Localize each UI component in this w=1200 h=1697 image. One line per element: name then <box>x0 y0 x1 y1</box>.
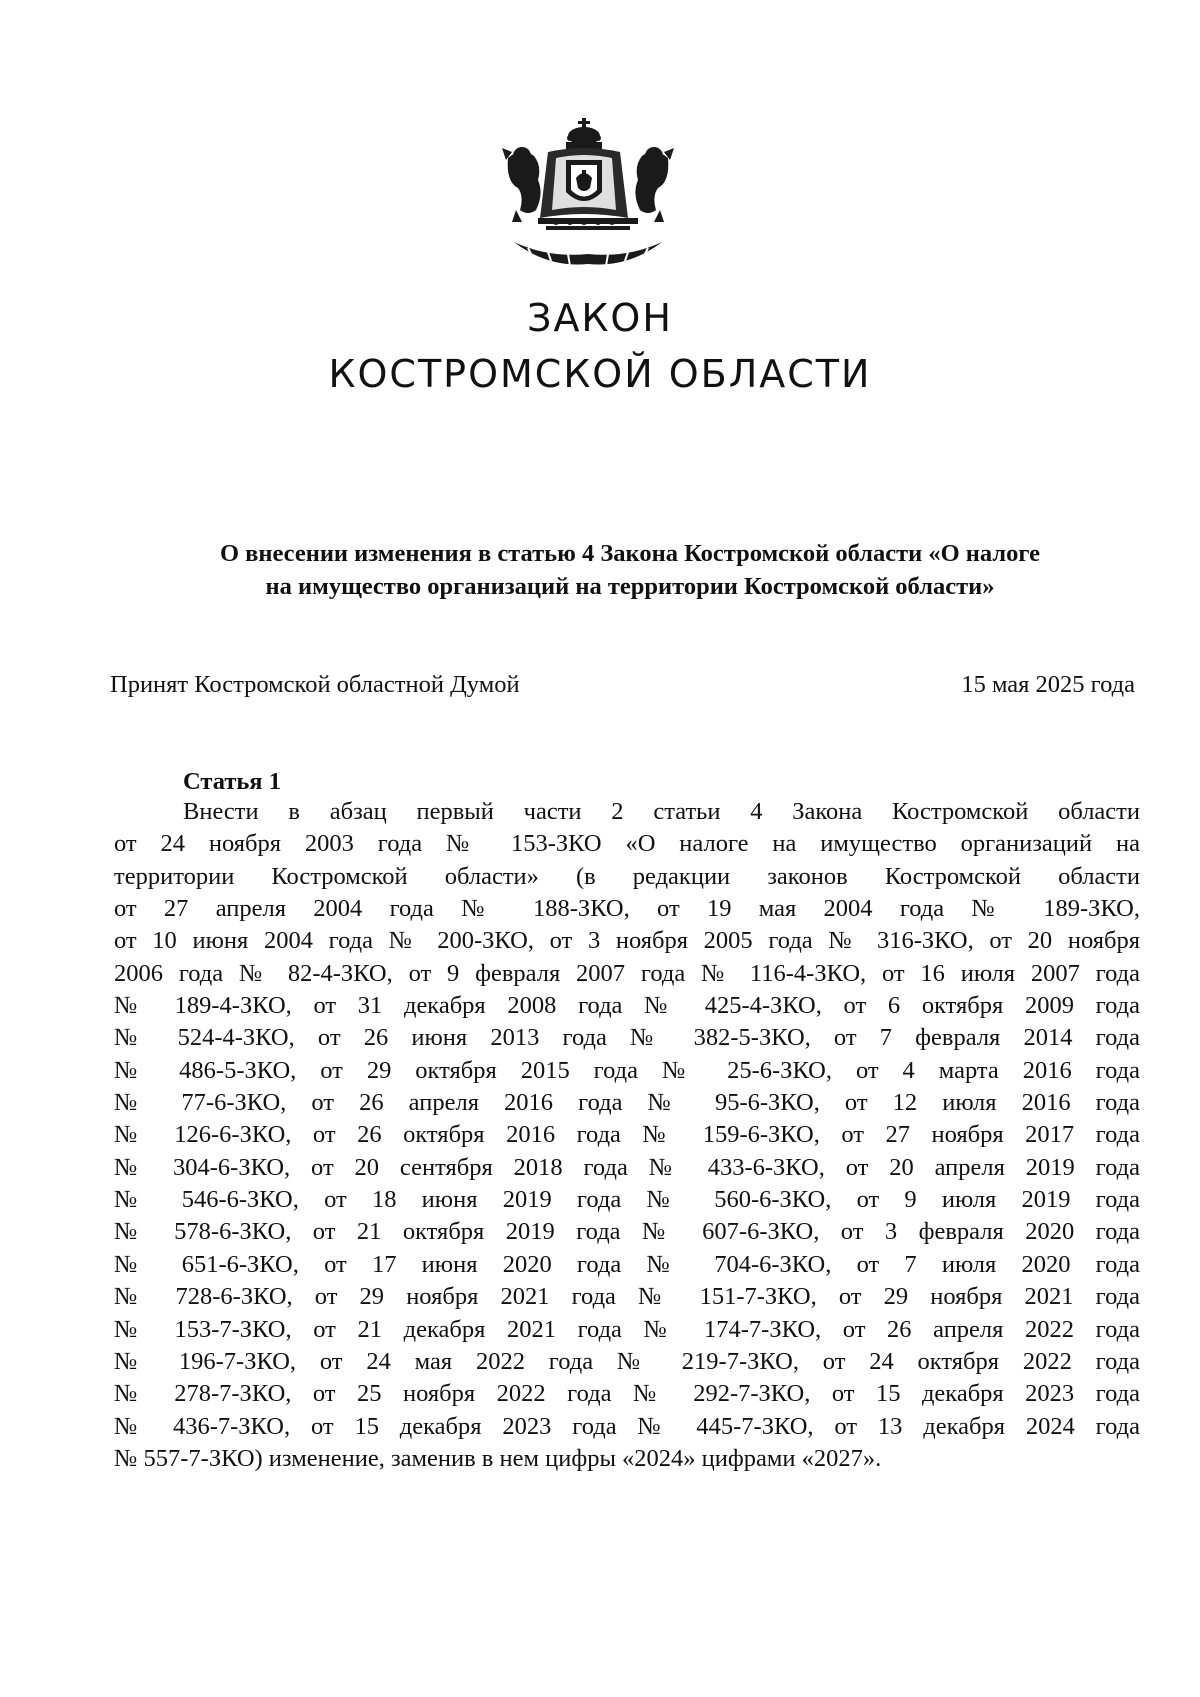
article-line: от 24 ноября 2003 года № 153-ЗКО «О налоге на имущество организаций на <box>114 830 1140 858</box>
article-line: № 77-6-ЗКО, от 26 апреля 2016 года № 95-6-ЗКО, от 12 июля 2016 года <box>114 1089 1140 1117</box>
article-line: № 189-4-ЗКО, от 31 декабря 2008 года № 425-4-ЗКО, от 6 октября 2009 года <box>114 992 1140 1020</box>
article-line: № 436-7-ЗКО, от 15 декабря 2023 года № 445-7-ЗКО, от 13 декабря 2024 года <box>114 1412 1140 1440</box>
article-line: № 728-6-ЗКО, от 29 ноября 2021 года № 151-7-ЗКО, от 29 ноября 2021 года <box>114 1283 1140 1311</box>
article-line: территории Костромской области» (в редакции законов Костромской области <box>114 862 1140 890</box>
adoption-date: 15 мая 2025 года <box>961 671 1135 698</box>
law-heading: ЗАКОН <box>527 296 673 340</box>
article-line: № 486-5-ЗКО, от 29 октября 2015 года № 25-6-ЗКО, от 4 марта 2016 года <box>114 1056 1140 1084</box>
adopted-by: Принят Костромской областной Думой <box>110 671 520 698</box>
article-line: 2006 года № 82-4-ЗКО, от 9 февраля 2007 года № 116-4-ЗКО, от 16 июля 2007 года <box>114 959 1140 987</box>
article-line: № 196-7-ЗКО, от 24 мая 2022 года № 219-7-ЗКО, от 24 октября 2022 года <box>114 1347 1140 1375</box>
article-body <box>114 796 1140 1475</box>
coat-of-arms-emblem <box>498 118 678 278</box>
article-line: № 304-6-ЗКО, от 20 сентября 2018 года № 433-6-ЗКО, от 20 апреля 2019 года <box>114 1153 1140 1181</box>
article-line: Внести в абзац первый части 2 статьи 4 Закона Костромской области <box>183 798 1140 825</box>
article-line: от 10 июня 2004 года № 200-ЗКО, от 3 ноября 2005 года № 316-ЗКО, от 20 ноября <box>114 927 1140 955</box>
article-heading: Статья 1 <box>183 768 281 795</box>
article-line: № 524-4-ЗКО, от 26 июня 2013 года № 382-5-ЗКО, от 7 февраля 2014 года <box>114 1024 1140 1052</box>
article-line: № 546-6-ЗКО, от 18 июня 2019 года № 560-6-ЗКО, от 9 июля 2019 года <box>114 1186 1140 1214</box>
article-line: № 651-6-ЗКО, от 17 июня 2020 года № 704-6-ЗКО, от 7 июля 2020 года <box>114 1250 1140 1278</box>
article-line: № 153-7-ЗКО, от 21 декабря 2021 года № 174-7-ЗКО, от 26 апреля 2022 года <box>114 1315 1140 1343</box>
title-line: на имущество организаций на территории Костромской области» <box>265 573 995 600</box>
title-line: О внесении изменения в статью 4 Закона Костромской области «О налоге <box>219 540 1041 567</box>
article-line: от 27 апреля 2004 года № 188-ЗКО, от 19 мая 2004 года № 189-ЗКО, <box>114 895 1140 923</box>
article-line: № 557-7-ЗКО) изменение, заменив в нем цифры «2024» цифрами «2027». <box>114 1444 882 1472</box>
article-line: № 578-6-ЗКО, от 21 октября 2019 года № 607-6-ЗКО, от 3 февраля 2020 года <box>114 1218 1140 1246</box>
document-title <box>150 537 1110 603</box>
article-line: № 126-6-ЗКО, от 26 октября 2016 года № 159-6-ЗКО, от 27 ноября 2017 года <box>114 1121 1140 1149</box>
region-heading: КОСТРОМСКОЙ ОБЛАСТИ <box>328 352 872 396</box>
article-line: № 278-7-ЗКО, от 25 ноября 2022 года № 292-7-ЗКО, от 15 декабря 2023 года <box>114 1380 1140 1408</box>
